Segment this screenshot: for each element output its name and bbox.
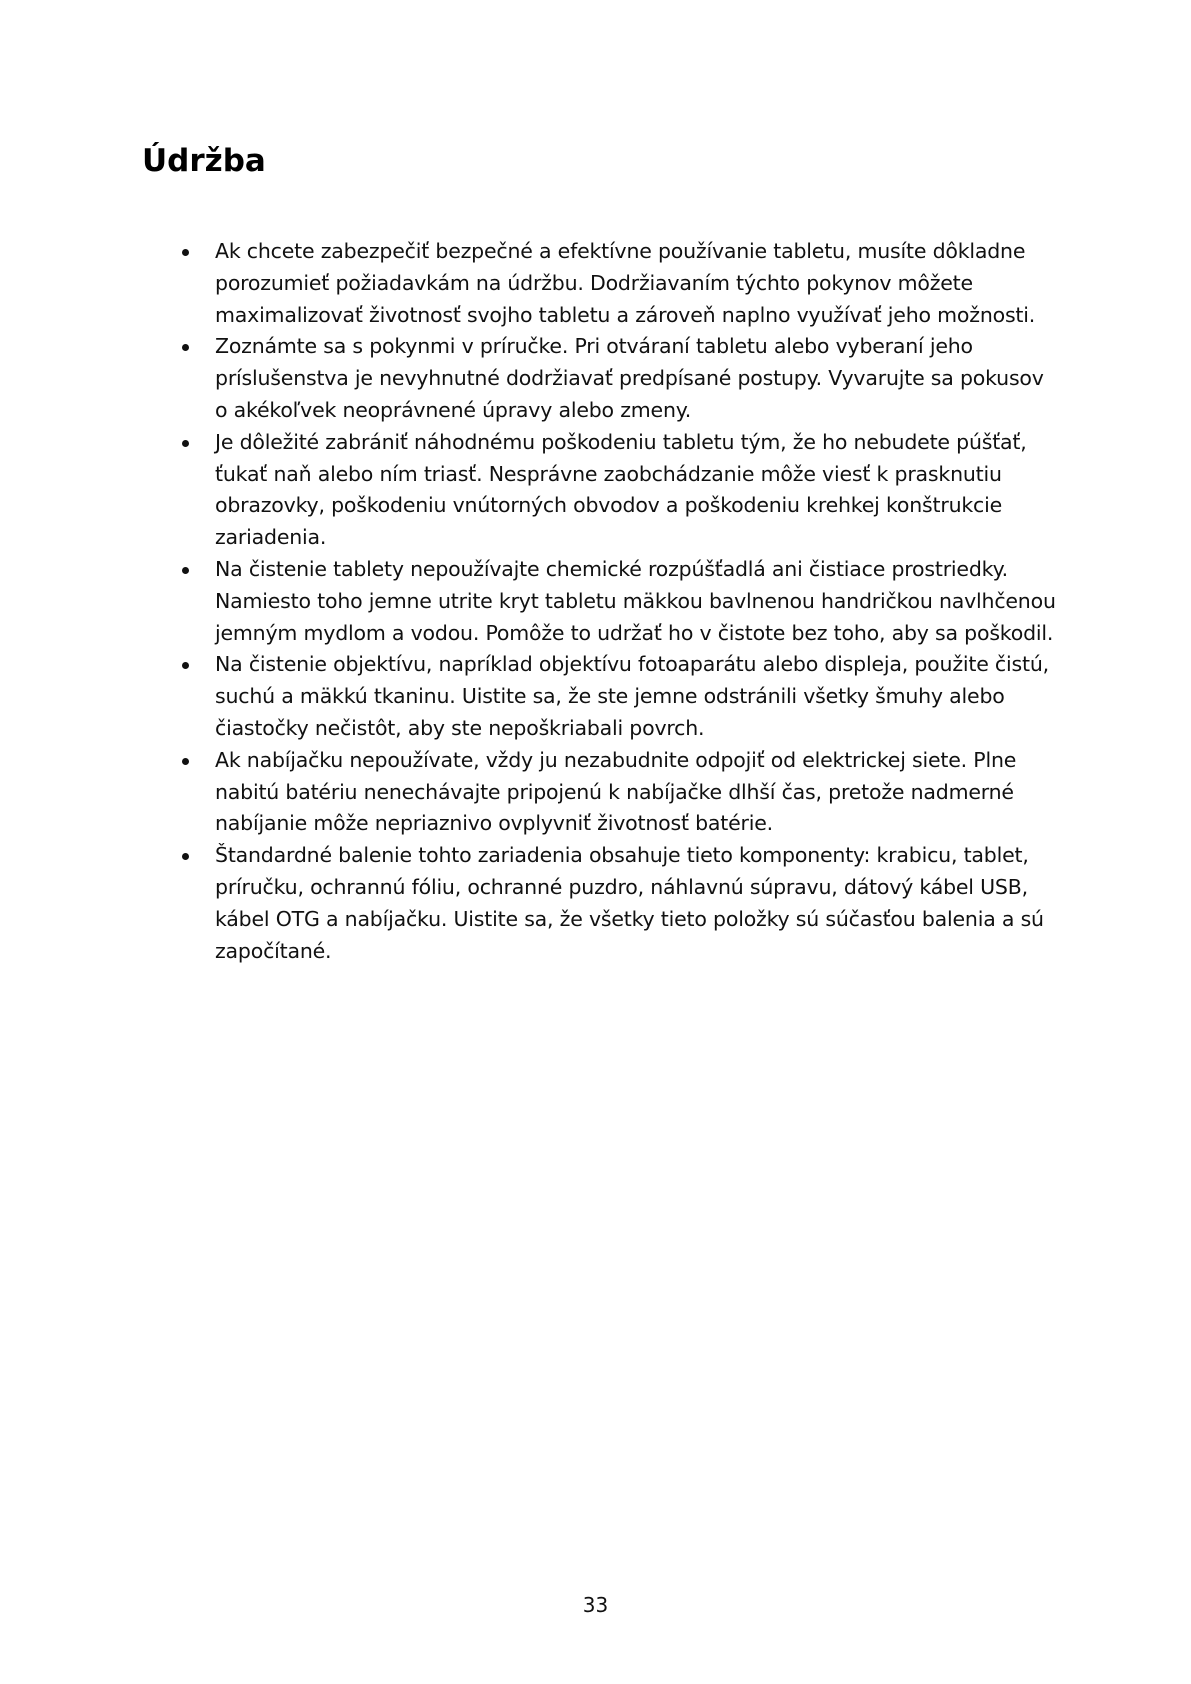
bullet-text: Ak nabíjačku nepoužívate, vždy ju nezabudnite odpojiť od elektrickej siete. Plne nabitú batériu nenechávajte pripojenú k nabíjačke dlhší čas, pretože nadmerné nabíjanie môže nepriaznivo ovplyvniť životnosť batérie. (215, 747, 1017, 836)
bullet-icon (182, 662, 189, 669)
bullet-text: Je dôležité zabrániť náhodnému poškodeniu tabletu tým, že ho nebudete púšťať, ťukať naň alebo ním triasť. Nesprávne zaobchádzanie môže viesť k prasknutiu obrazovky, poškodeniu vnútorných obvodov a poškodeniu krehkej konštrukcie zariadenia. (215, 429, 1027, 550)
bullet-text: Štandardné balenie tohto zariadenia obsahuje tieto komponenty: krabicu, tablet, príručku, ochrannú fóliu, ochranné puzdro, náhlavnú súpravu, dátový kábel USB, kábel OTG a nabíjačku. Uistite sa, že všetky tieto položky sú súčasťou balenia a sú započítané. (215, 843, 1044, 963)
bullet-item (180, 745, 1060, 840)
maintenance-bullet-list (180, 236, 1060, 967)
bullet-icon (182, 249, 189, 256)
bullet-icon (182, 344, 189, 351)
bullet-text: Ak chcete zabezpečiť bezpečné a efektívne používanie tabletu, musíte dôkladne porozumieť požiadavkám na údržbu. Dodržiavaním týchto pokynov môžete maximalizovať životnosť svojho tabletu a zároveň naplno využívať jeho možnosti. (215, 239, 1036, 327)
bullet-item (180, 840, 1060, 967)
page-number: 33 (582, 1593, 609, 1617)
bullet-text: Na čistenie objektívu, napríklad objektívu fotoaparátu alebo displeja, použite čistú, suchú a mäkkú tkaninu. Uistite sa, že ste jemne odstránili všetky šmuhy alebo čiastočky nečistôt, aby ste nepoškriabali povrch. (215, 652, 1049, 740)
bullet-item (180, 236, 1060, 331)
bullet-item (180, 331, 1060, 426)
bullet-icon (182, 567, 189, 574)
bullet-text: Zoznámte sa s pokynmi v príručke. Pri otváraní tabletu alebo vyberaní jeho príslušenstva je nevyhnutné dodržiavať predpísané postupy. Vyvarujte sa pokusov o akékoľvek neoprávnené úpravy alebo zmeny. (215, 334, 1044, 422)
bullet-icon (182, 758, 189, 765)
bullet-item (180, 427, 1060, 554)
bullet-text: Na čistenie tablety nepoužívajte chemické rozpúšťadlá ani čistiace prostriedky. Namiesto toho jemne utrite kryt tabletu mäkkou bavlnenou handričkou navlhčenou jemným mydlom a vodou. Pomôže to udržať ho v čistote bez toho, aby sa poškodil. (215, 556, 1056, 645)
bullet-icon (182, 853, 189, 860)
bullet-item (180, 554, 1060, 649)
bullet-item (180, 649, 1060, 744)
page-title: Údržba (142, 143, 266, 179)
bullet-icon (182, 440, 189, 447)
